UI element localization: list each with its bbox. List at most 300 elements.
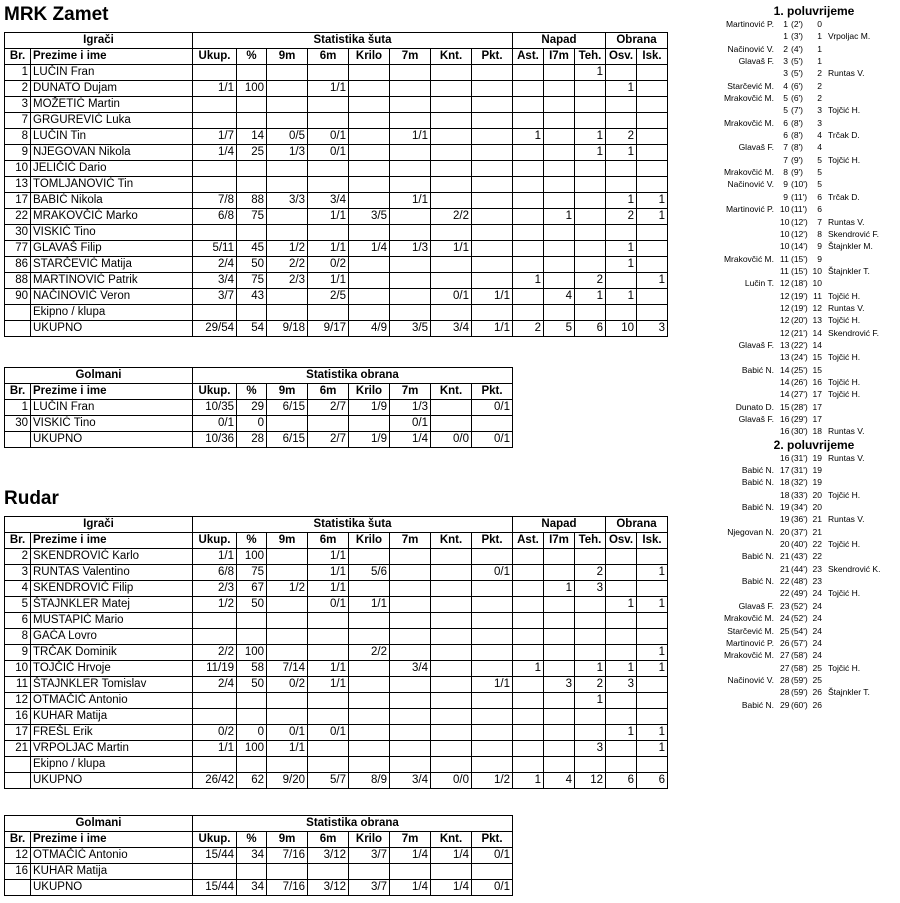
stat-cell: 1/4 xyxy=(431,848,472,864)
timeline-event xyxy=(700,216,900,228)
home-scorer: Babić N. xyxy=(741,576,774,587)
stat-cell xyxy=(513,709,544,725)
stat-cell xyxy=(606,97,637,113)
stat-cell: 10/35 xyxy=(193,400,237,416)
column-header: Br. xyxy=(5,49,31,65)
stat-cell xyxy=(544,757,575,773)
stat-cell: 7/8 xyxy=(193,193,237,209)
stat-cell: 7/14 xyxy=(267,661,308,677)
stat-cell: 15/44 xyxy=(193,880,237,896)
stat-cell xyxy=(349,581,390,597)
stat-cell: 1/4 xyxy=(390,880,431,896)
stat-cell: 88 xyxy=(237,193,267,209)
stat-cell xyxy=(237,629,267,645)
column-header-row xyxy=(5,384,513,400)
away-scorer: Tojčić H. xyxy=(828,290,861,301)
stat-cell xyxy=(544,725,575,741)
group-header-goalkeepers: Golmani xyxy=(5,368,193,384)
stat-cell xyxy=(431,161,472,177)
stat-cell: 22 xyxy=(5,209,31,225)
away-scorer: Tojčić H. xyxy=(828,588,861,599)
stat-cell: 1/9 xyxy=(349,432,390,448)
away-score: 4 xyxy=(817,130,822,141)
player-name-cell: TOJČIĆ Hrvoje xyxy=(31,661,193,677)
timeline-event xyxy=(700,452,900,464)
home-score: 5 xyxy=(783,105,788,116)
away-scorer: Skendrović K. xyxy=(828,563,881,574)
stat-cell: 86 xyxy=(5,257,31,273)
timeline-event xyxy=(700,413,900,425)
stat-cell: 5/6 xyxy=(349,565,390,581)
stat-cell xyxy=(349,629,390,645)
stat-cell: 3/4 xyxy=(390,661,431,677)
stat-cell xyxy=(575,81,606,97)
column-header: Isk. xyxy=(637,533,668,549)
stat-cell: 2 xyxy=(575,273,606,289)
stat-cell xyxy=(193,629,237,645)
stat-cell: 1/4 xyxy=(390,432,431,448)
stat-cell: 30 xyxy=(5,225,31,241)
timeline-event xyxy=(700,191,900,203)
goal-minute: (40') xyxy=(791,539,808,550)
stat-cell: 100 xyxy=(237,645,267,661)
away-score: 12 xyxy=(812,302,822,313)
stat-cell xyxy=(606,693,637,709)
stat-cell xyxy=(5,773,31,789)
stat-cell: 3/3 xyxy=(267,193,308,209)
home-scorer: Mrakovčić M. xyxy=(723,117,774,128)
stat-cell xyxy=(267,565,308,581)
player-name-cell: OTMAČIĆ Antonio xyxy=(31,693,193,709)
stat-cell: 5 xyxy=(544,321,575,337)
stat-cell: 15/44 xyxy=(193,848,237,864)
stat-cell xyxy=(431,741,472,757)
timeline-event xyxy=(700,575,900,587)
timeline-event xyxy=(700,662,900,674)
stat-cell xyxy=(544,597,575,613)
goal-minute: (26') xyxy=(791,376,808,387)
stat-cell xyxy=(193,97,237,113)
stat-cell: 2 xyxy=(5,549,31,565)
column-header: Pkt. xyxy=(472,384,513,400)
goal-minute: (8') xyxy=(791,117,804,128)
home-scorer: Babić N. xyxy=(741,364,774,375)
stat-cell xyxy=(544,709,575,725)
stat-cell xyxy=(267,864,308,880)
stat-cell: 1/1 xyxy=(308,565,349,581)
stat-cell xyxy=(544,257,575,273)
stat-cell xyxy=(544,565,575,581)
goal-minute: (32') xyxy=(791,477,808,488)
stat-cell xyxy=(575,597,606,613)
goalkeeper-row xyxy=(5,416,513,432)
team-title-away: Rudar xyxy=(4,488,59,509)
away-scorer: Runtas V. xyxy=(828,514,865,525)
stat-cell xyxy=(193,757,237,773)
stat-cell: 9/18 xyxy=(267,321,308,337)
stat-cell: 13 xyxy=(5,177,31,193)
stat-cell xyxy=(267,645,308,661)
player-row xyxy=(5,321,668,337)
home-score: 21 xyxy=(780,563,790,574)
stat-cell: 2/7 xyxy=(308,432,349,448)
goalkeeper-row xyxy=(5,864,513,880)
stat-cell xyxy=(513,597,544,613)
player-row xyxy=(5,241,668,257)
player-row xyxy=(5,549,668,565)
stat-cell xyxy=(513,177,544,193)
stat-cell xyxy=(472,97,513,113)
player-row xyxy=(5,97,668,113)
stat-cell xyxy=(349,273,390,289)
stat-cell: 1/1 xyxy=(308,209,349,225)
stat-cell: 1/2 xyxy=(267,241,308,257)
away-score: 9 xyxy=(817,241,822,252)
stat-cell xyxy=(472,257,513,273)
stat-cell xyxy=(193,613,237,629)
stat-cell: 6/8 xyxy=(193,565,237,581)
stat-cell: 0/1 xyxy=(308,129,349,145)
stat-cell xyxy=(472,757,513,773)
stat-cell xyxy=(472,661,513,677)
group-header-goalkeepers: Golmani xyxy=(5,816,193,832)
stat-cell xyxy=(544,129,575,145)
column-header: % xyxy=(237,533,267,549)
away-score: 24 xyxy=(812,637,822,648)
stat-cell xyxy=(472,597,513,613)
away-scorer: Štajnkler M. xyxy=(828,241,873,252)
stat-cell xyxy=(308,416,349,432)
stat-cell xyxy=(308,305,349,321)
stat-cell: 1/2 xyxy=(193,597,237,613)
stat-cell xyxy=(431,677,472,693)
timeline-event xyxy=(700,253,900,265)
timeline-event xyxy=(700,302,900,314)
stat-cell xyxy=(349,725,390,741)
stat-cell: 2/5 xyxy=(308,289,349,305)
stat-cell xyxy=(606,549,637,565)
home-score: 18 xyxy=(780,477,790,488)
timeline-event xyxy=(700,563,900,575)
player-name-cell: MOŽETIĆ Martin xyxy=(31,97,193,113)
away-scorer: Tojčić H. xyxy=(828,315,861,326)
stat-cell xyxy=(513,241,544,257)
home-score: 12 xyxy=(780,302,790,313)
stat-cell: 17 xyxy=(5,725,31,741)
away-score: 3 xyxy=(817,117,822,128)
column-header: I7m xyxy=(544,533,575,549)
stat-cell: 26/42 xyxy=(193,773,237,789)
stat-cell: 1 xyxy=(606,289,637,305)
stat-cell xyxy=(637,677,668,693)
stat-cell xyxy=(637,97,668,113)
stat-cell xyxy=(606,757,637,773)
goalkeeper-name-cell: UKUPNO xyxy=(31,880,193,896)
player-row xyxy=(5,709,668,725)
away-score: 5 xyxy=(817,167,822,178)
stat-cell xyxy=(390,145,431,161)
stat-cell: 1/3 xyxy=(390,400,431,416)
away-scorer: Runtas V. xyxy=(828,216,865,227)
home-score: 12 xyxy=(780,315,790,326)
stat-cell xyxy=(472,113,513,129)
player-name-cell: DUNATO Dujam xyxy=(31,81,193,97)
stat-cell xyxy=(606,645,637,661)
stat-cell: 1/2 xyxy=(267,581,308,597)
away-score: 19 xyxy=(812,477,822,488)
timeline-event xyxy=(700,43,900,55)
away-score: 2 xyxy=(817,68,822,79)
home-score: 9 xyxy=(783,191,788,202)
column-header: I7m xyxy=(544,49,575,65)
stat-cell xyxy=(267,177,308,193)
home-score: 10 xyxy=(780,241,790,252)
stat-cell: 10 xyxy=(5,161,31,177)
stat-cell: 2/3 xyxy=(267,273,308,289)
stat-cell xyxy=(513,289,544,305)
timeline-event xyxy=(700,80,900,92)
stat-cell: 3 xyxy=(5,565,31,581)
column-header: Krilo xyxy=(349,832,390,848)
stat-cell xyxy=(5,432,31,448)
stat-cell: 12 xyxy=(5,848,31,864)
timeline-event xyxy=(700,425,900,437)
stat-cell xyxy=(390,645,431,661)
stat-cell: 0 xyxy=(237,725,267,741)
stat-cell: 2/2 xyxy=(349,645,390,661)
stat-cell: 1 xyxy=(575,661,606,677)
stat-cell xyxy=(267,65,308,81)
column-header: Ukup. xyxy=(193,533,237,549)
group-header-attack: Napad xyxy=(513,517,606,533)
home-score: 19 xyxy=(780,502,790,513)
stat-cell xyxy=(472,645,513,661)
stat-cell: 0/1 xyxy=(431,289,472,305)
stat-cell: 9/20 xyxy=(267,773,308,789)
stat-cell: 43 xyxy=(237,289,267,305)
stat-cell xyxy=(472,209,513,225)
stat-cell xyxy=(431,305,472,321)
stat-cell: 1 xyxy=(637,741,668,757)
stat-cell xyxy=(431,864,472,880)
player-row xyxy=(5,145,668,161)
stat-cell: 1 xyxy=(606,725,637,741)
stat-cell: 1/2 xyxy=(472,773,513,789)
goal-minute: (9') xyxy=(791,167,804,178)
column-header: Prezime i ime xyxy=(31,533,193,549)
group-header-players: Igrači xyxy=(5,517,193,533)
stat-cell xyxy=(575,193,606,209)
timeline-event xyxy=(700,314,900,326)
home-score: 6 xyxy=(783,130,788,141)
stat-cell: 90 xyxy=(5,289,31,305)
stat-cell: 1/1 xyxy=(349,597,390,613)
timeline-event xyxy=(700,401,900,413)
away-score: 23 xyxy=(812,563,822,574)
player-name-cell: NAČINOVIĆ Veron xyxy=(31,289,193,305)
stat-cell xyxy=(390,97,431,113)
stat-cell xyxy=(637,257,668,273)
stat-cell: 1 xyxy=(5,65,31,81)
first-half-heading: 1. poluvrijeme xyxy=(773,4,855,18)
stat-cell: 2/2 xyxy=(193,645,237,661)
stat-cell xyxy=(5,757,31,773)
stat-cell xyxy=(472,416,513,432)
stat-cell xyxy=(349,864,390,880)
stat-cell: 1/1 xyxy=(308,677,349,693)
away-scorer: Runtas V. xyxy=(828,302,865,313)
home-scorer: Babić N. xyxy=(741,477,774,488)
goal-minute: (6') xyxy=(791,80,804,91)
away-score: 20 xyxy=(812,502,822,513)
timeline-event xyxy=(700,464,900,476)
column-header: Ast. xyxy=(513,533,544,549)
column-header: Isk. xyxy=(637,49,668,65)
stat-cell xyxy=(431,273,472,289)
player-name-cell: Ekipno / klupa xyxy=(31,305,193,321)
stat-cell: 28 xyxy=(237,432,267,448)
away-scorer: Runtas V. xyxy=(828,452,865,463)
away-score: 24 xyxy=(812,650,822,661)
home-score: 11 xyxy=(780,253,789,264)
column-header: Ukup. xyxy=(193,384,237,400)
stat-cell: 1 xyxy=(544,209,575,225)
timeline-event xyxy=(700,674,900,686)
timeline-event xyxy=(700,364,900,376)
timeline-event xyxy=(700,351,900,363)
group-header-saves: Statistika obrana xyxy=(193,816,513,832)
goalkeeper-stats-table-away xyxy=(4,815,513,896)
goal-minute: (19') xyxy=(791,302,808,313)
home-scorer: Martinović P. xyxy=(725,637,774,648)
home-score: 11 xyxy=(780,265,789,276)
timeline-event xyxy=(700,129,900,141)
timeline-event xyxy=(700,550,900,562)
stat-cell xyxy=(193,113,237,129)
stat-cell xyxy=(349,113,390,129)
stat-cell xyxy=(237,613,267,629)
home-score: 28 xyxy=(780,687,790,698)
home-score: 10 xyxy=(780,216,790,227)
stat-cell xyxy=(637,581,668,597)
home-score: 29 xyxy=(780,699,790,710)
goal-minute: (18') xyxy=(791,278,808,289)
stat-cell: 6/15 xyxy=(267,432,308,448)
away-scorer: Tojčić H. xyxy=(828,105,861,116)
column-header: Pkt. xyxy=(472,49,513,65)
stat-cell xyxy=(575,645,606,661)
player-row xyxy=(5,629,668,645)
stat-cell: 1 xyxy=(606,597,637,613)
home-score: 10 xyxy=(780,204,790,215)
away-score: 2 xyxy=(817,80,822,91)
home-score: 17 xyxy=(780,465,790,476)
stat-cell xyxy=(267,81,308,97)
player-row xyxy=(5,773,668,789)
player-name-cell: ŠTAJNKLER Matej xyxy=(31,597,193,613)
stat-cell xyxy=(544,693,575,709)
stat-cell xyxy=(193,709,237,725)
stat-cell xyxy=(308,629,349,645)
stat-cell xyxy=(193,693,237,709)
stat-cell: 1/1 xyxy=(193,549,237,565)
stat-cell xyxy=(390,289,431,305)
player-name-cell: MARTINOVIĆ Patrik xyxy=(31,273,193,289)
home-score: 24 xyxy=(780,613,790,624)
stat-cell xyxy=(472,613,513,629)
stat-cell xyxy=(431,97,472,113)
home-score: 16 xyxy=(780,414,790,424)
stat-cell: 2 xyxy=(513,321,544,337)
goal-minute: (44') xyxy=(791,563,808,574)
away-scorer: Tojčić H. xyxy=(828,489,861,500)
stat-cell xyxy=(472,129,513,145)
away-scorer: Trčak D. xyxy=(828,130,860,141)
stat-cell xyxy=(606,161,637,177)
stat-cell: 50 xyxy=(237,257,267,273)
stat-cell xyxy=(472,177,513,193)
goalkeeper-name-cell: OTMAČIĆ Antonio xyxy=(31,848,193,864)
timeline-event xyxy=(700,649,900,661)
stat-cell: 3 xyxy=(606,677,637,693)
stat-cell xyxy=(267,97,308,113)
stat-cell: 2/2 xyxy=(267,257,308,273)
goal-minute: (12') xyxy=(791,228,808,239)
group-header-players: Igrači xyxy=(5,33,193,49)
stat-cell: 3 xyxy=(575,581,606,597)
group-header-defense: Obrana xyxy=(606,33,668,49)
player-row xyxy=(5,225,668,241)
stat-cell xyxy=(237,709,267,725)
stat-cell xyxy=(431,709,472,725)
stat-cell xyxy=(544,145,575,161)
home-scorer: Glavaš F. xyxy=(738,339,774,350)
away-score: 24 xyxy=(812,613,822,624)
player-name-cell: GRGUREVIĆ Luka xyxy=(31,113,193,129)
stat-cell: 2 xyxy=(575,565,606,581)
stat-cell xyxy=(637,241,668,257)
stat-cell: 12 xyxy=(5,693,31,709)
stat-cell xyxy=(390,725,431,741)
home-score: 22 xyxy=(780,588,790,599)
stat-cell: 2/4 xyxy=(193,257,237,273)
stat-cell xyxy=(606,629,637,645)
column-header-row xyxy=(5,533,668,549)
stat-cell xyxy=(513,193,544,209)
player-row xyxy=(5,193,668,209)
column-header: Teh. xyxy=(575,49,606,65)
home-score: 19 xyxy=(780,514,790,525)
player-row xyxy=(5,129,668,145)
player-name-cell: RUNTAS Valentino xyxy=(31,565,193,581)
away-score: 13 xyxy=(812,315,822,326)
stat-cell: 1/1 xyxy=(308,581,349,597)
stat-cell xyxy=(513,741,544,757)
stat-cell xyxy=(431,757,472,773)
stat-cell: 1 xyxy=(637,565,668,581)
home-scorer: Dunato D. xyxy=(735,401,774,412)
stat-cell: 7/16 xyxy=(267,848,308,864)
column-header: Prezime i ime xyxy=(31,832,193,848)
player-name-cell: LUČIN Fran xyxy=(31,65,193,81)
stat-cell xyxy=(390,693,431,709)
away-score: 21 xyxy=(812,526,822,537)
stat-cell xyxy=(390,565,431,581)
goal-minute: (19') xyxy=(791,290,808,301)
goal-minute: (12') xyxy=(791,216,808,227)
stat-cell: 1 xyxy=(575,65,606,81)
goal-minute: (34') xyxy=(791,502,808,513)
